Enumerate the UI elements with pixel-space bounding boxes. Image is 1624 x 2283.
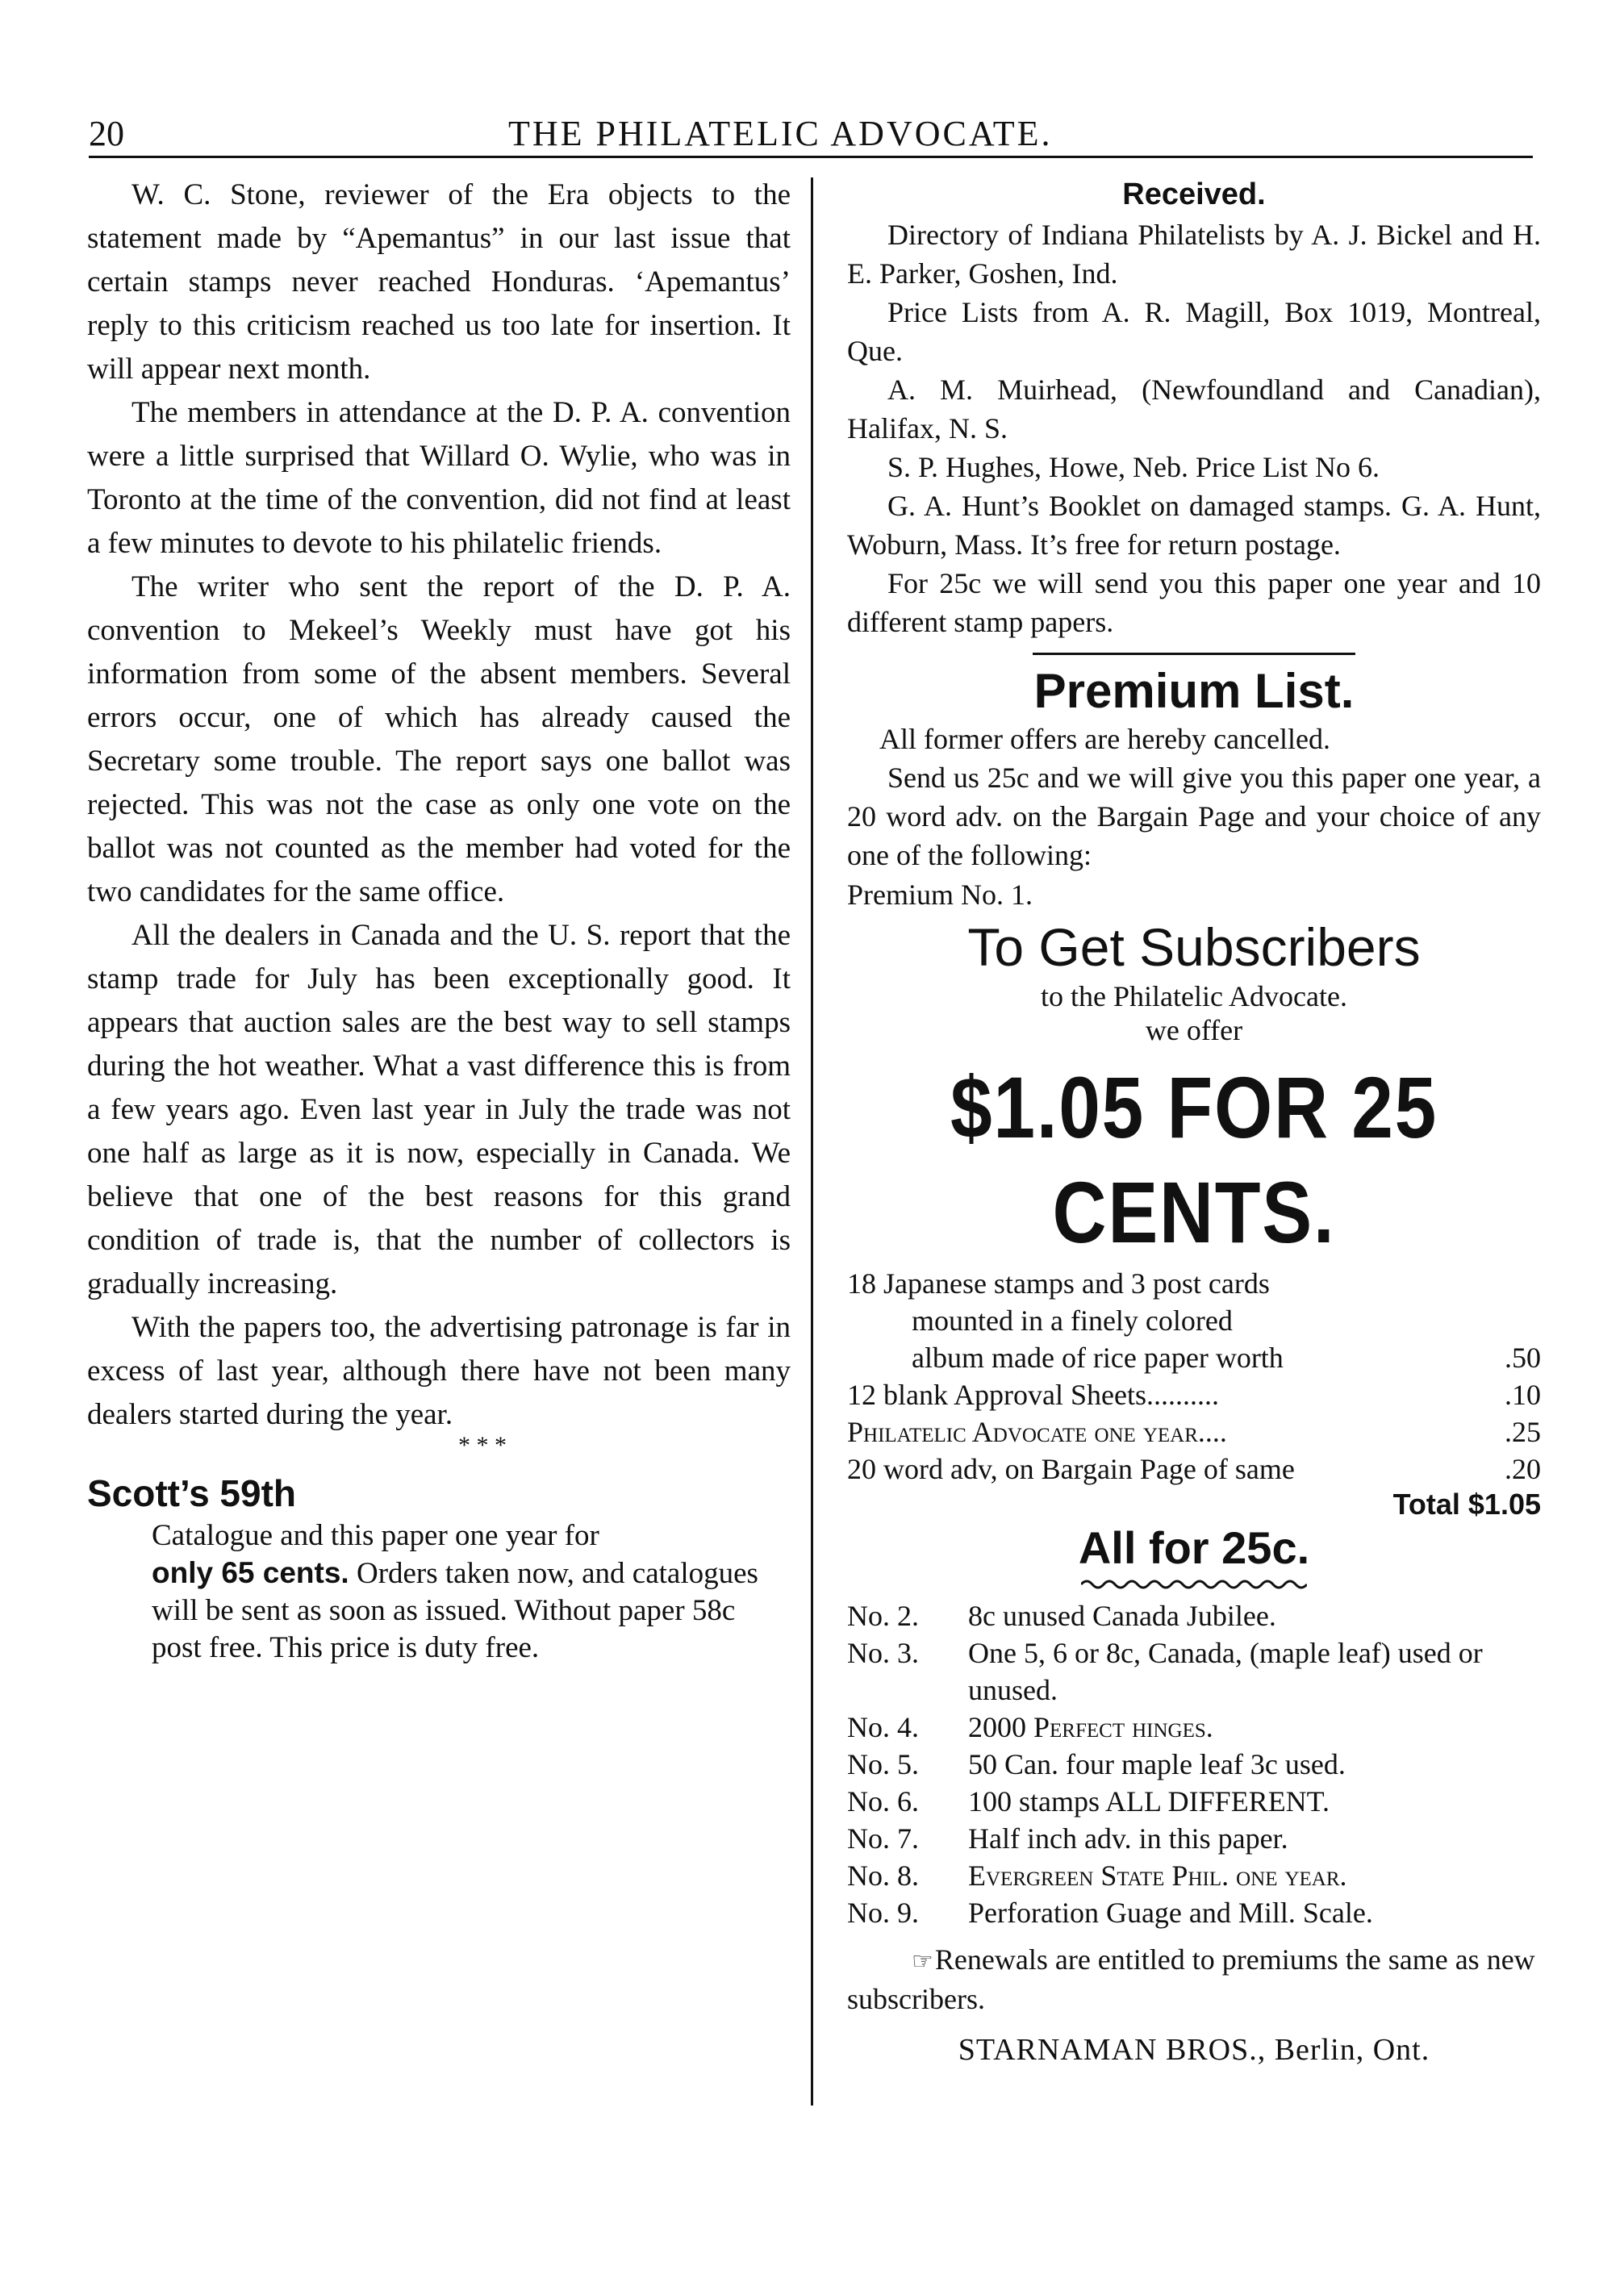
to-philatelic: to the Philatelic Advocate. <box>1041 980 1347 1012</box>
premium-item-text: Evergreen State Phil. one year. <box>968 1859 1347 1892</box>
offer-desc: 20 word adv, on Bargain Page of same <box>847 1453 1295 1485</box>
offer-desc: 12 blank Approval Sheets.......... <box>847 1379 1219 1411</box>
received-item: G. A. Hunt’s Booklet on damaged stamps. G. A. Hunt, Woburn, Mass. It’s free for return postage. <box>847 490 1541 561</box>
premium-item-number: No. 4. <box>847 1711 919 1743</box>
offer-desc: mounted in a finely colored <box>912 1304 1233 1337</box>
offer-item <box>847 1339 1541 1376</box>
premium-item <box>847 1857 1541 1894</box>
offer-price <box>1476 1265 1541 1302</box>
offer-item <box>847 1302 1541 1339</box>
right-column <box>847 173 1541 2074</box>
premium-item <box>847 1746 1541 1783</box>
received-item: For 25c we will send you this paper one year and 10 different stamp papers. <box>847 567 1541 638</box>
offer-list <box>847 1265 1541 1488</box>
premium-item-number: No. 5. <box>847 1748 919 1780</box>
offer-desc: 18 Japanese stamps and 3 post cards <box>847 1267 1270 1300</box>
offer-price: .50 <box>1505 1342 1541 1374</box>
to-get-heading: To Get Subscribers <box>967 917 1421 977</box>
offer-item <box>847 1376 1541 1413</box>
premium-item-number: No. 8. <box>847 1859 919 1892</box>
premium-item-number: No. 6. <box>847 1785 919 1818</box>
article-paragraph: With the papers too, the advertising patronage is far in excess of last year, although there have not been many dealers started during the year. <box>87 1311 791 1431</box>
offer-price <box>1476 1302 1541 1339</box>
scott-body <box>152 1517 791 1667</box>
big-offer: $1.05 FOR 25 CENTS. <box>950 1058 1438 1261</box>
renewals-note <box>847 1941 1541 2018</box>
we-offer: we offer <box>1145 1014 1243 1046</box>
wavy-rule-icon <box>1081 1578 1307 1591</box>
scott-line1: Catalogue and this paper one year for <box>152 1519 599 1552</box>
received-item: A. M. Muirhead, (Newfoundland and Canadian), Halifax, N. S. <box>847 374 1541 444</box>
column-divider <box>811 177 813 2106</box>
offer-desc: Philatelic Advocate one year.... <box>847 1416 1227 1448</box>
premium-item-text: 2000 Perfect hinges. <box>968 1711 1213 1743</box>
premium-item-text: 100 stamps ALL DIFFERENT. <box>968 1785 1330 1818</box>
premium-item <box>847 1783 1541 1820</box>
send-text: Send us 25c and we will give you this paper one year, a 20 word adv. on the Bargain Page and your choice of any one of the following: <box>847 762 1541 871</box>
page-title: THE PHILATELIC ADVOCATE. <box>508 114 1053 153</box>
premium-item <box>847 1597 1541 1634</box>
premium-item-number: No. 3. <box>847 1637 919 1669</box>
offer-price: .25 <box>1505 1416 1541 1448</box>
premium-no1: Premium No. 1. <box>847 879 1033 911</box>
premium-item-number: No. 2. <box>847 1600 919 1632</box>
premium-item <box>847 1894 1541 1931</box>
premium-item-text: One 5, 6 or 8c, Canada, (maple leaf) used or unused. <box>968 1637 1483 1706</box>
signoff: STARNAMAN BROS., Berlin, Ont. <box>958 2033 1430 2067</box>
offer-total: Total $1.05 <box>1392 1488 1541 1521</box>
scott-rest: Orders taken now, and catalogues will be sent as soon as issued. Without paper 58c post free. This price is duty free. <box>152 1557 758 1664</box>
premium-item-number: No. 9. <box>847 1897 919 1929</box>
left-column <box>87 173 791 1667</box>
offer-item <box>847 1450 1541 1488</box>
offer-desc: album made of rice paper worth <box>912 1342 1284 1374</box>
scott-heading: Scott’s 59th <box>87 1472 297 1514</box>
premium-numbered-list <box>847 1597 1541 1931</box>
header-rule <box>89 156 1533 158</box>
offer-price: .10 <box>1505 1379 1541 1411</box>
offer-item <box>847 1265 1541 1302</box>
premium-item-text: 50 Can. four maple leaf 3c used. <box>968 1748 1346 1780</box>
cancel-note: All former offers are hereby cancelled. <box>879 723 1331 755</box>
received-heading: Received. <box>1122 177 1266 211</box>
page-number: 20 <box>89 114 124 153</box>
premium-heading: Premium List. <box>1033 664 1355 718</box>
offer-price: .20 <box>1505 1453 1541 1485</box>
premium-item <box>847 1820 1541 1857</box>
received-item: Price Lists from A. R. Magill, Box 1019, Montreal, Que. <box>847 296 1541 367</box>
section-separator-stars: * * * <box>458 1432 507 1459</box>
premium-item <box>847 1709 1541 1746</box>
article-paragraph: W. C. Stone, reviewer of the Era objects to the statement made by “Apemantus” in our last issue that certain stamps never reached Honduras. ‘Apemantus’ reply to this criticism reached us too late for insertion. It will appear next month. <box>87 178 791 386</box>
premium-item <box>847 1634 1541 1709</box>
premium-item-text: Half inch adv. in this paper. <box>968 1822 1288 1855</box>
received-item: Directory of Indiana Philatelists by A. J. Bickel and H. E. Parker, Goshen, Ind. <box>847 219 1541 290</box>
offer-item <box>847 1413 1541 1450</box>
section-rule <box>1033 653 1355 655</box>
article-paragraph: All the dealers in Canada and the U. S. report that the stamp trade for July has been exceptionally good. It appears that auction sales are the best way to sell stamps during the hot weather. What a vast difference this is from a few years ago. Even last year in July the trade was not one half as large as it is now, especially in Canada. We believe that one of the best reasons for this grand condition of trade is, that the number of collectors is gradually increasing. <box>87 919 791 1300</box>
received-item: S. P. Hughes, Howe, Neb. Price List No 6. <box>887 451 1380 483</box>
premium-item-text: Perforation Guage and Mill. Scale. <box>968 1897 1373 1929</box>
page-header <box>89 113 1541 177</box>
all-for-heading: All for 25c. <box>1078 1522 1310 1573</box>
article-paragraph: The writer who sent the report of the D. P. A. convention to Mekeel’s Weekly must have got his information from some of the absent members. Several errors occur, one of which has already caused the Secretary some trouble. The report says one ballot was rejected. This was not the case as only one vote on the ballot was not counted as the member had voted for the two candidates for the same office. <box>87 570 791 908</box>
pointing-hand-icon: ☞ <box>912 1948 933 1975</box>
renewals-text: Renewals are entitled to premiums the same as new subscribers. <box>847 1943 1535 2015</box>
article-paragraph: The members in attendance at the D. P. A. convention were a little surprised that Willard O. Wylie, who was in Toronto at the time of the convention, did not find at least a few minutes to devote to his philatelic friends. <box>87 396 791 560</box>
premium-item-number: No. 7. <box>847 1822 919 1855</box>
premium-item-text: 8c unused Canada Jubilee. <box>968 1600 1276 1632</box>
scott-price: only 65 cents. <box>152 1556 349 1589</box>
